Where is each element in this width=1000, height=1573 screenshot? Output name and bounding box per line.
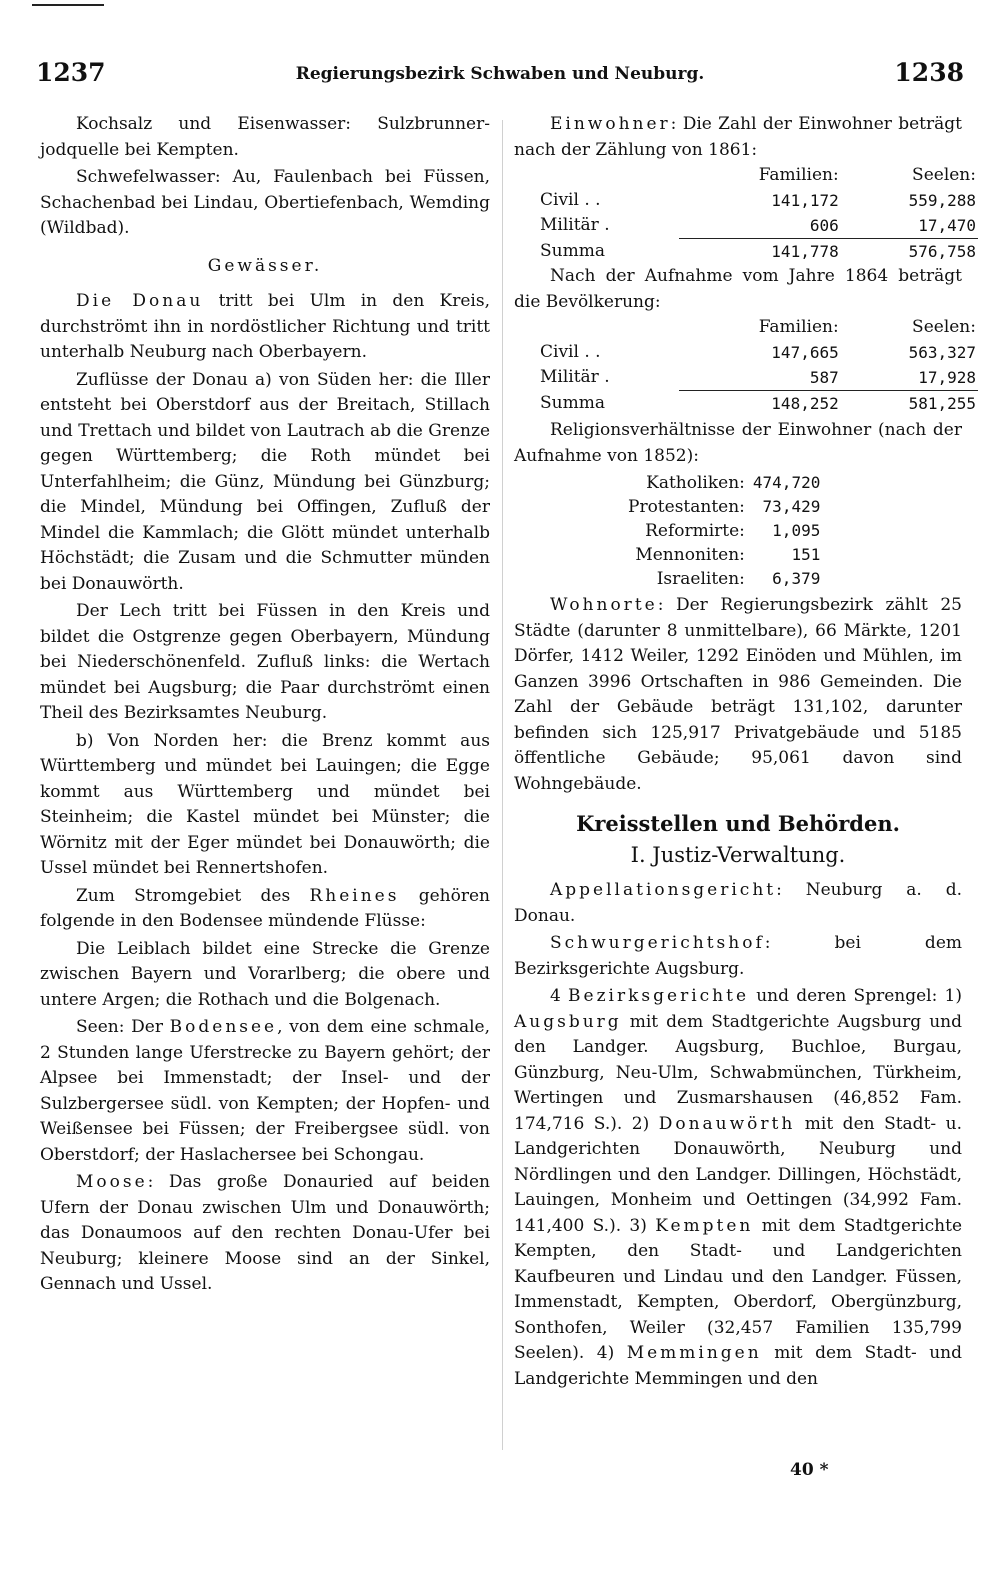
table-row <box>624 495 824 519</box>
table-row <box>624 567 824 591</box>
table-sum-row <box>538 239 978 265</box>
table-row <box>624 543 824 567</box>
bez-d: Augsburg <box>514 1011 622 1032</box>
table-row <box>538 188 978 213</box>
religion-table <box>624 471 824 591</box>
row-label: Militär . <box>540 215 610 236</box>
bez-e: mit dem Stadtgerichte Augsburg und den Landger. Augsburg, Buchloe, Burgau, Günzburg, Neu-Ulm, Schwabmünchen, Türkheim, Wertingen und Zusmarshausen (46,852 Fam. 174,716 S.). 2) <box>514 1011 962 1134</box>
religion-label: Katholiken: <box>646 473 745 493</box>
col-seelen: Seelen: <box>912 165 976 185</box>
wohnorte-a: Wohnorte <box>550 595 658 615</box>
religion-value: 151 <box>791 545 821 564</box>
cell-seelen: 17,470 <box>918 216 976 235</box>
religion-value: 1,095 <box>772 521 821 540</box>
right-column <box>514 112 976 1392</box>
donau-lead: Die Donau <box>76 291 204 311</box>
rhein-a: Zum Stromgebiet des <box>76 885 310 906</box>
app-b: : Neuburg a. d. Donau. <box>514 880 962 926</box>
cell-seelen: 581,255 <box>841 391 978 417</box>
einwohner-b: : Die Zahl der Einwohner beträgt nach der Zählung von 1861: <box>514 114 962 160</box>
religion-value: 6,379 <box>772 569 821 588</box>
religion-value: 73,429 <box>762 497 821 516</box>
moose-b: : Das große Donauried auf beiden Ufern der Donau zwischen Ulm und Donauwörth; das Donaumoos auf den rechten Donau-Ufer bei Neuburg; kleinere Moose sind an der Sinkel, Gennach und Ussel. <box>40 1172 490 1294</box>
cell-familien: 147,665 <box>771 343 839 362</box>
schw-a: Schwurgerichtshof <box>550 933 765 953</box>
paragraph-schwefelwasser: Schwefelwasser: Au, Faulenbach bei Füssen, Schachenbad bei Lindau, Obertiefenbach, Wemding (Wildbad). <box>40 167 490 238</box>
bez-h: Kempten <box>655 1215 754 1236</box>
moose-a: Moose <box>76 1172 148 1192</box>
row-label: Civil . . <box>540 342 601 362</box>
page-header <box>36 58 964 92</box>
paragraph-rhein <box>40 884 490 935</box>
population-table-1861 <box>538 163 978 264</box>
paragraph-einwohner <box>514 112 962 163</box>
table-header-row <box>538 315 978 340</box>
paragraph-lech: Der Lech tritt bei Füssen in den Kreis und bildet die Ostgrenze gegen Oberbayern, Mündung bei Niederschönenfeld. Zufluß links: die Wertach mündet bei Augsburg; die Paar durchströmt einen Theil des Bezirksamtes Neuburg. <box>40 601 490 723</box>
seen-b: Bodensee <box>169 1017 278 1037</box>
col-familien: Familien: <box>758 317 839 337</box>
religion-label: Israeliten: <box>656 569 745 589</box>
religion-label: Protestanten: <box>628 497 745 517</box>
left-column <box>40 112 490 1298</box>
paragraph-leiblach: Die Leiblach bildet eine Strecke die Grenze zwischen Bayern und Vorarlberg; die obere und untere Argen; die Rothach und die Bolgenach. <box>40 938 490 1010</box>
bez-f: Donauwörth <box>658 1113 796 1134</box>
table-header-row <box>538 163 978 188</box>
paragraph-wohnorte <box>514 593 962 797</box>
table-row <box>624 519 824 543</box>
table-sum-row <box>538 391 978 417</box>
religion-value: 474,720 <box>752 473 821 492</box>
donau-text: tritt bei Ulm in den Kreis, durchströmt ihn in nordöstlicher Richtung und tritt unterhalb Neuburg nach Oberbayern. <box>40 291 490 362</box>
paragraph-donau <box>40 289 490 366</box>
einwohner-a: Einwohner <box>550 114 671 134</box>
heading-kreisstellen: Kreisstellen und Behörden. <box>576 811 900 836</box>
row-label: Summa <box>540 240 605 261</box>
bez-i: mit dem Stadtgerichte Kempten, den Stadt- und Landgerichten Kaufbeuren und Lindau und den Landger. Füssen, Immenstadt, Kempten, Oberdorf, Obergünzburg, Sonthofen, Weiler (32,457 Familien 135,799 Seelen). 4) <box>514 1215 962 1363</box>
page-number-right: 1238 <box>894 58 964 87</box>
table-row <box>538 340 978 365</box>
paragraph-aufnahme-1864: Nach der Aufnahme vom Jahre 1864 beträgt die Bevölkerung: <box>514 266 962 312</box>
page-number-left: 1237 <box>36 58 106 87</box>
cell-seelen: 559,288 <box>908 191 976 210</box>
wohnorte-b: : Der Regierungsbezirk zählt 25 Städte (darunter 8 unmittelbare), 66 Märkte, 1201 Dörfer, 1412 Weiler, 1292 Einöden und Mühlen, im Ganzen 3996 Ortschaften in 986 Gemeinden. Die Zahl der Gebäude beträgt 131,102, darunter befinden sich 125,917 Privatgebäude und 5185 öffentliche Gebäude; 95,061 davon sind Wohngebäude. <box>514 595 962 794</box>
col-familien: Familien: <box>758 165 839 185</box>
paragraph-kochsalz: Kochsalz und Eisenwasser: Sulzbrunner-jodquelle bei Kempten. <box>40 114 490 160</box>
bez-c: und deren Sprengel: 1) <box>749 986 962 1006</box>
paragraph-appellationsgericht <box>514 878 962 929</box>
religion-label: Reformirte: <box>645 521 745 541</box>
bez-j: Memmingen <box>626 1343 762 1363</box>
table-row <box>538 213 978 239</box>
signature-mark: 40 * <box>790 1460 829 1480</box>
cell-familien: 141,172 <box>771 191 839 210</box>
population-table-1864 <box>538 315 978 416</box>
cell-seelen: 563,327 <box>908 343 976 362</box>
cell-seelen: 576,758 <box>841 239 978 265</box>
bez-b: Bezirksgerichte <box>568 986 750 1006</box>
table-row <box>624 471 824 495</box>
app-a: Appellationsgericht <box>550 880 777 900</box>
top-rule <box>32 4 104 6</box>
cell-familien: 587 <box>809 368 839 387</box>
column-divider <box>502 120 503 1450</box>
rhein-b: Rheines <box>309 885 400 906</box>
bez-k: mit dem Stadt- und Landgerichte Memmingen und den <box>514 1343 962 1389</box>
paragraph-religion: Religionsverhältnisse der Einwohner (nach der Aufnahme von 1852): <box>514 420 962 466</box>
cell-familien: 141,778 <box>679 239 840 265</box>
table-row <box>538 365 978 391</box>
bez-g: mit den Stadt- u. Landgerichten Donauwörth, Neuburg und Nördlingen und den Landger. Dillingen, Höchstädt, Lauingen, Monheim und Oettingen (34,992 Fam. 141,400 S.). 3) <box>514 1113 962 1236</box>
heading-justiz: I. Justiz-Verwaltung. <box>630 842 846 867</box>
seen-c: , von dem eine schmale, 2 Stunden lange Uferstrecke zu Bayern gehört; der Alpsee bei Immenstadt; der Insel- und der Sulzbergersee südl. von Kempten; der Hopfen- und Weißensee bei Füssen; der Freibergsee südl. von Oberstdorf; der Haslachersee bei Schongau. <box>40 1017 490 1165</box>
row-label: Civil . . <box>540 190 601 210</box>
row-label: Summa <box>540 392 605 413</box>
seen-a: Seen: Der <box>76 1017 170 1037</box>
paragraph-zufluesse-norden: b) Von Norden her: die Brenz kommt aus Württemberg und mündet bei Lauingen; die Egge kommt aus Württemberg und mündet bei Steinheim; die Kastel mündet bei Münster; die Wörnitz mit der Eger mündet bei Donauwörth; die Ussel mündet bei Rennertshofen. <box>40 730 490 878</box>
cell-familien: 148,252 <box>679 391 840 417</box>
running-title: Regierungsbezirk Schwaben und Neuburg. <box>295 64 705 84</box>
rhein-c: gehören folgende in den Bodensee mündende Flüsse: <box>40 885 491 931</box>
cell-familien: 606 <box>809 216 839 235</box>
religion-label: Mennoniten: <box>635 545 745 565</box>
paragraph-zufluesse-sueden: Zuflüsse der Donau a) von Süden her: die Iller entsteht bei Oberstdorf aus der Breitach, Stillach und Trettach und bildet von Lautrach ab die Grenze gegen Württemberg; die Roth mündet bei Unterfahlheim; die Günz, Mündung bei Günzburg; die Mindel, Mündung bei Offingen, Zufluß der Mindel die Kammlach; die Glött mündet unterhalb Höchstädt; die Zusam und die Schmutter münden bei Donauwörth. <box>40 369 490 594</box>
row-label: Militär . <box>540 367 610 388</box>
cell-seelen: 17,928 <box>918 368 976 387</box>
schw-b: : bei dem Bezirksgerichte Augsburg. <box>514 933 962 979</box>
paragraph-bezirksgerichte <box>514 984 962 1392</box>
paragraph-schwurgericht <box>514 931 962 982</box>
col-seelen: Seelen: <box>912 317 976 337</box>
paragraph-moose <box>40 1170 490 1298</box>
heading-gewaesser: Gewässer. <box>207 255 323 276</box>
bez-a: 4 <box>550 986 569 1006</box>
paragraph-seen <box>40 1015 490 1168</box>
